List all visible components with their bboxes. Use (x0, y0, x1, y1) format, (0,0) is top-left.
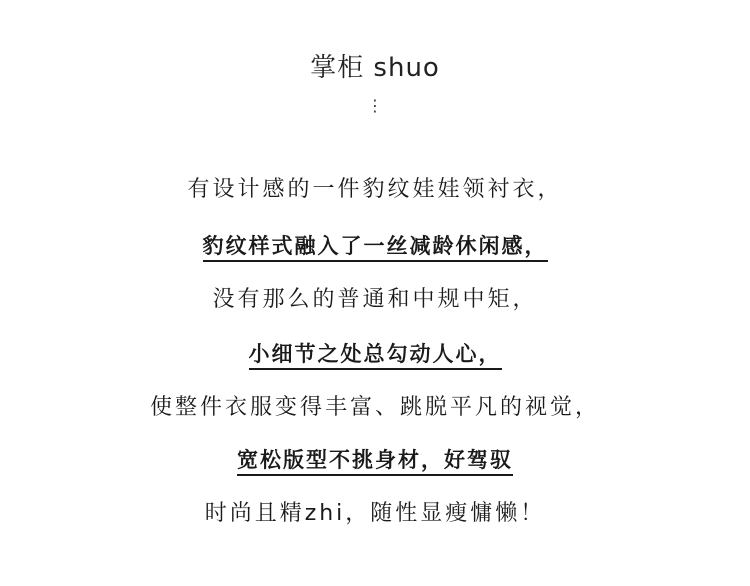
text-line: 没有那么的普通和中规中矩， (212, 287, 538, 312)
more-dots-icon: ⋮ (367, 96, 383, 115)
text-line-emphasis: 小细节之处总勾动人心， (0, 334, 750, 374)
text-line: 时尚且精zhi，随性显瘦慵懒！ (204, 501, 546, 526)
text-line-emphasis: 宽松版型不挑身材，好驾驭 (0, 440, 750, 480)
text-line: 有设计感的一件豹纹娃娃领衬衣， (187, 177, 563, 202)
text-line-emphasis: 豹纹样式融入了一丝减龄休闲感， (0, 226, 750, 266)
text-line: 使整件衣服变得丰富、跳脱平凡的视觉， (149, 395, 600, 420)
header-title: 掌柜 shuo (310, 53, 440, 83)
